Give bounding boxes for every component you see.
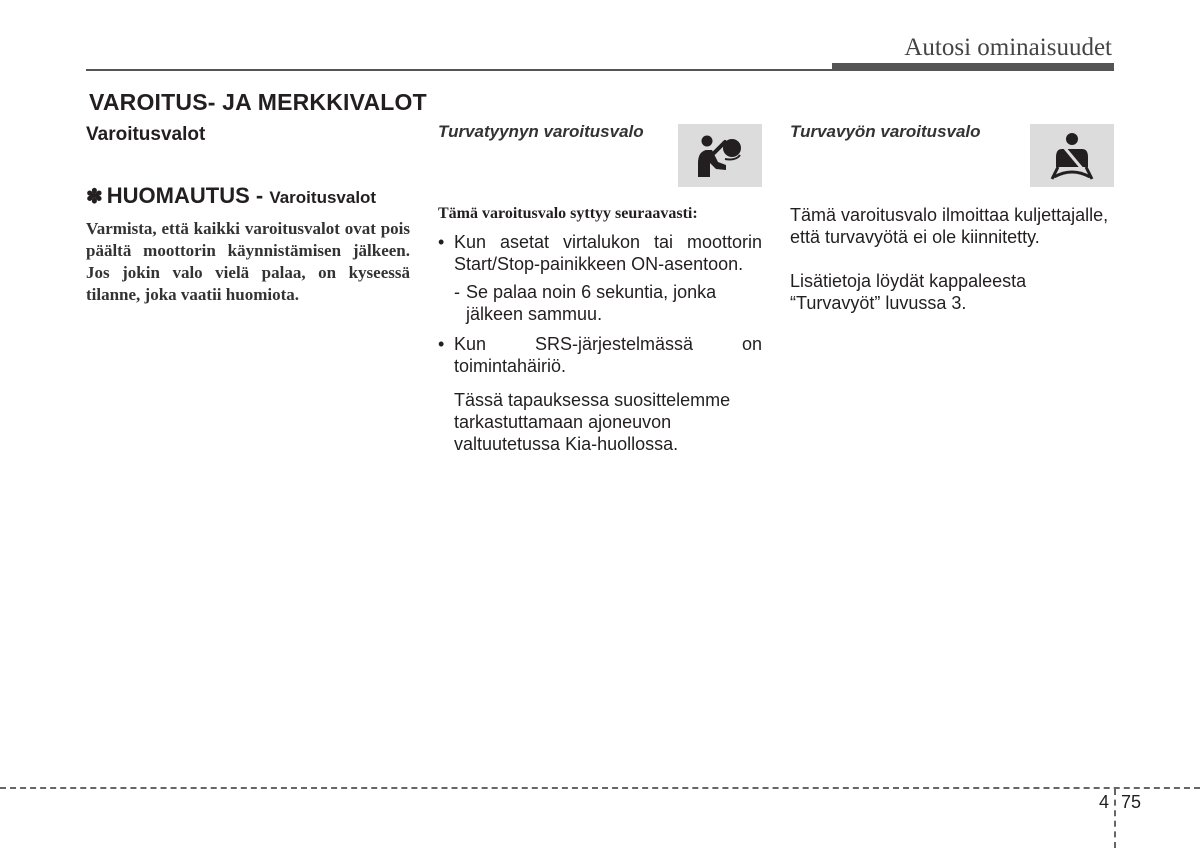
footer-rule [0, 787, 1200, 789]
note-body: Varmista, että kaikki varoitusvalot ovat pois päältä moottorin käynnistämisen jälkeen. Jos jokin valo vielä palaa, on kyseessä tilanne, joka vaatii huomiota. [86, 219, 410, 304]
list-item: • Kun asetat virtalukon tai moottorin Start/Stop-painikkeen ON-asentoon. [438, 232, 762, 274]
header-title: Autosi ominaisuudet [904, 34, 1112, 61]
seatbelt-description: Tämä varoitusvalo ilmoittaa kuljettajalle, että turvavyötä ei ole kiinnitetty. [790, 205, 1109, 247]
sub-item-text: Se palaa noin 6 sekuntia, jonka jälkeen sammuu. [466, 282, 717, 324]
bullet-text: Kun SRS-järjestelmässä on toimintahäiriö. [454, 334, 762, 376]
note-symbol: ✽ [86, 186, 103, 208]
left-column [86, 120, 410, 306]
seatbelt-warning-label: Turvavyön varoitusvalo [790, 122, 981, 141]
airbag-warning-label: Turvatyynyn varoitusvalo [438, 122, 644, 141]
header-rule-accent [832, 63, 1114, 71]
page-number: 75 [1121, 792, 1142, 812]
recommendation-text: Tässä tapauksessa suosittelemme tarkastuttamaan ajoneuvon valtuutetussa Kia-huollossa. [454, 390, 731, 454]
chapter-number: 4 [1099, 792, 1110, 812]
page-separator [1114, 789, 1116, 848]
note-sublabel: Varoitusvalot [269, 188, 377, 207]
subheading-warning-lights: Varoitusvalot [86, 124, 206, 145]
seatbelt-warning-icon [1030, 124, 1114, 187]
airbag-intro: Tämä varoitusvalo syttyy seuraavasti: [438, 205, 698, 222]
middle-column [438, 120, 762, 455]
section-title: VAROITUS- JA MERKKIVALOT [89, 89, 427, 115]
seatbelt-reference: Lisätietoja löydät kappaleesta “Turvavyöt” luvussa 3. [790, 271, 1027, 313]
bullet-text: Kun asetat virtalukon tai moottorin Start/Stop-painikkeen ON-asentoon. [454, 232, 762, 274]
note-label: HUOMAUTUS - [106, 183, 264, 208]
note-heading [86, 184, 410, 210]
right-column [790, 120, 1114, 314]
list-item: - Se palaa noin 6 sekuntia, jonka jälkeen sammuu. [454, 282, 717, 324]
list-item: • Kun SRS-järjestelmässä on toimintahäiriö. [438, 334, 762, 376]
airbag-warning-icon [678, 124, 762, 187]
header-rule [86, 69, 832, 71]
